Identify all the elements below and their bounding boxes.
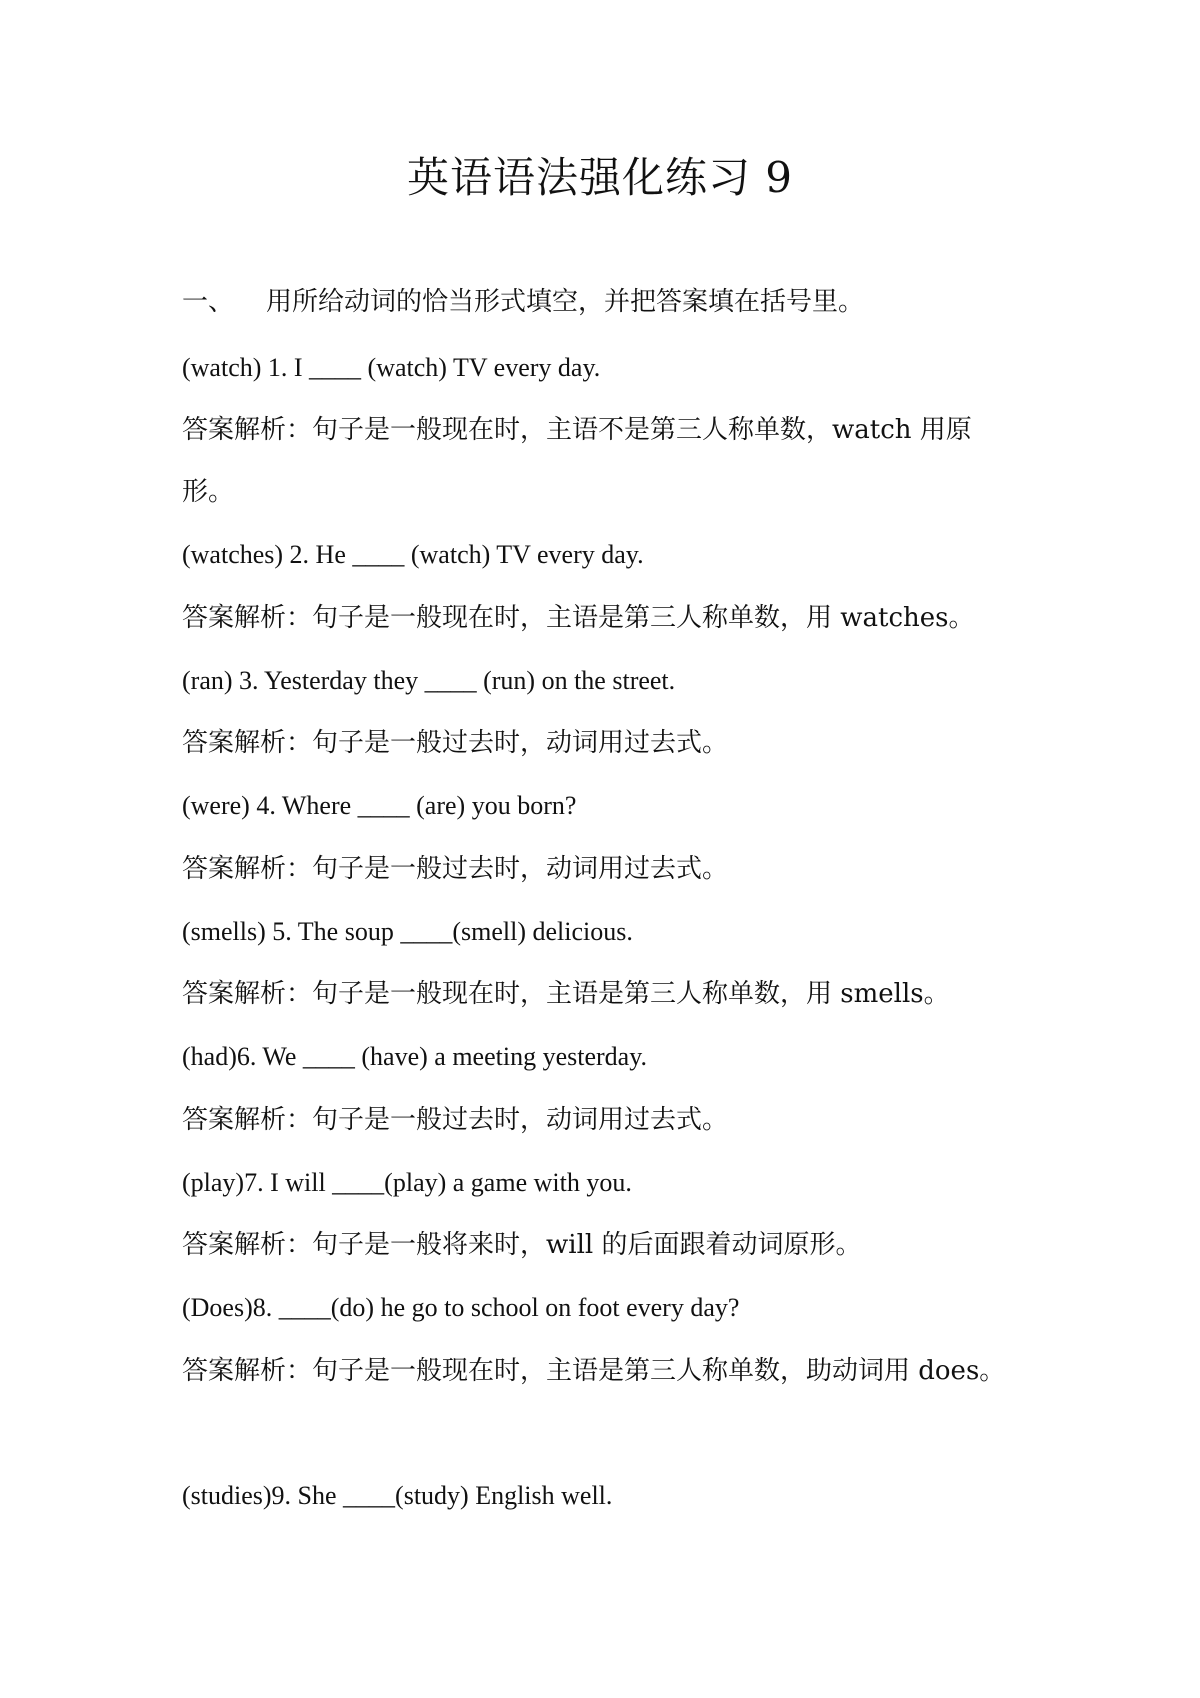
question-6: (had)6. We ____ (have) a meeting yesterday.: [182, 1042, 648, 1071]
question-5: (smells) 5. The soup ____(smell) delicious.: [182, 917, 633, 946]
question-2: (watches) 2. He ____ (watch) TV every day.: [182, 540, 644, 569]
page-title: 英语语法强化练习 9: [406, 153, 794, 202]
analysis-8: 答案解析：句子是一般现在时，主语是第三人称单数，助动词用 does。: [182, 1356, 1006, 1386]
analysis-4: 答案解析：句子是一般过去时，动词用过去式。: [182, 854, 729, 884]
analysis-5: 答案解析：句子是一般现在时，主语是第三人称单数，用 smells。: [182, 979, 950, 1009]
analysis-1-line-2: 形。: [182, 477, 235, 507]
question-4: (were) 4. Where ____ (are) you born?: [182, 791, 577, 820]
section-heading: [182, 284, 864, 320]
question-9: (studies)9. She ____(study) English well.: [182, 1481, 613, 1510]
section-instruction: 用所给动词的恰当形式填空，并把答案填在括号里。: [266, 287, 865, 317]
question-7: (play)7. I will ____(play) a game with you.: [182, 1168, 632, 1197]
section-number: 一、: [182, 287, 235, 317]
analysis-2: 答案解析：句子是一般现在时，主语是第三人称单数，用 watches。: [182, 603, 975, 633]
analysis-3: 答案解析：句子是一般过去时，动词用过去式。: [182, 728, 729, 758]
question-8: (Does)8. ____(do) he go to school on foot every day?: [182, 1293, 740, 1322]
analysis-1-line-1: 答案解析：句子是一般现在时，主语不是第三人称单数，watch 用原: [182, 415, 972, 445]
question-1: (watch) 1. I ____ (watch) TV every day.: [182, 353, 601, 382]
question-3: (ran) 3. Yesterday they ____ (run) on the street.: [182, 666, 676, 695]
analysis-7: 答案解析：句子是一般将来时，will 的后面跟着动词原形。: [182, 1230, 862, 1260]
analysis-6: 答案解析：句子是一般过去时，动词用过去式。: [182, 1105, 729, 1135]
